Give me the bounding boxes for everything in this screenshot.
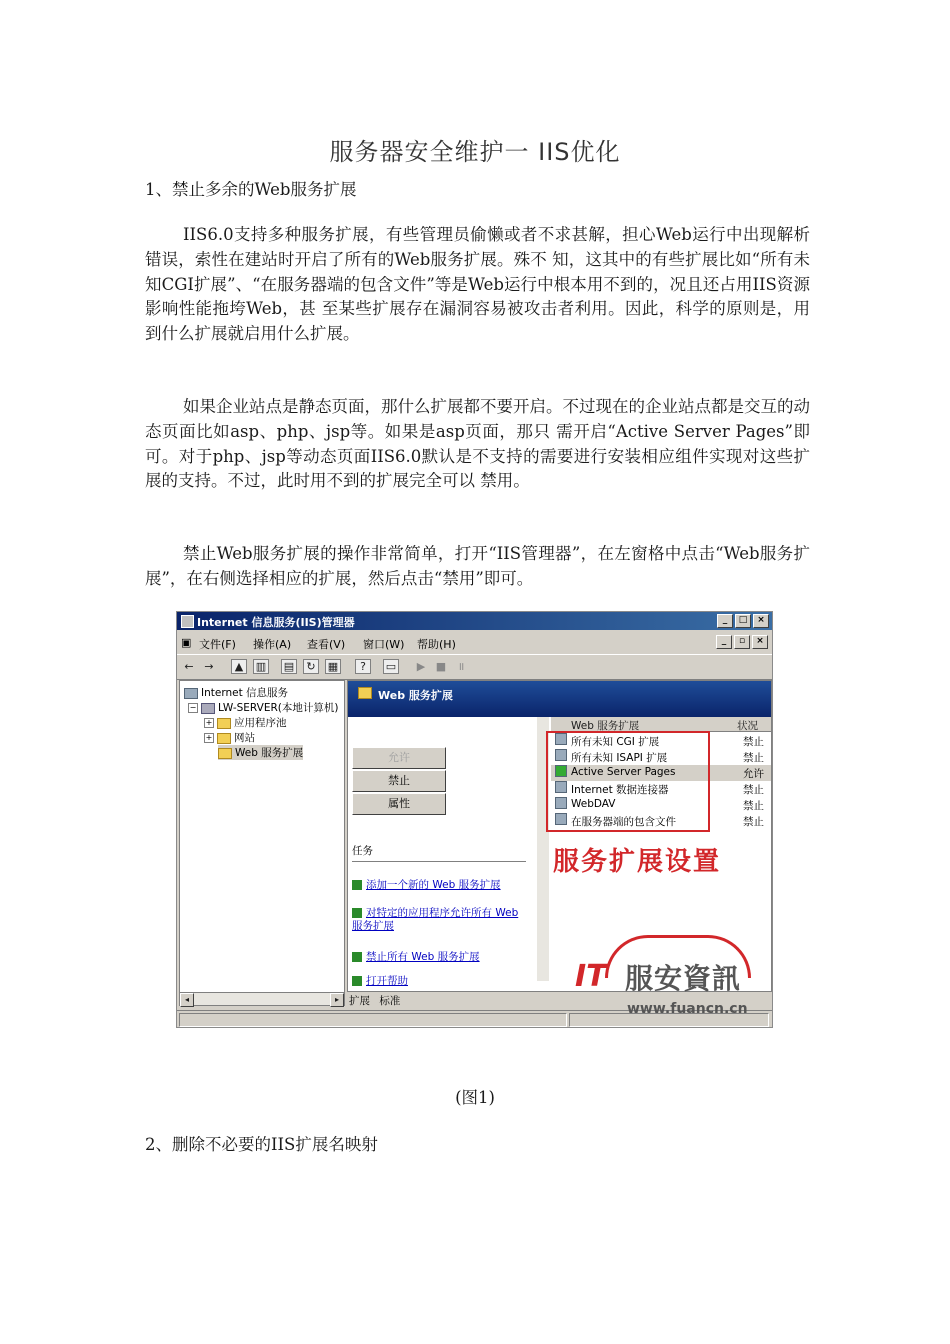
child-restore-icon[interactable]: ▫ (734, 635, 750, 649)
scroll-left-icon[interactable]: ◂ (180, 993, 194, 1007)
computer-icon[interactable]: ▭ (383, 659, 399, 674)
task-arrow-icon (352, 952, 362, 962)
iis-manager-screenshot (176, 611, 773, 1028)
task-arrow-icon (352, 976, 362, 986)
task-allow-for-app[interactable]: 对特定的应用程序允许所有 Web 服务扩展 (352, 907, 519, 932)
allow-button[interactable]: 允许 (352, 747, 446, 769)
task-arrow-icon (352, 880, 362, 890)
help-icon[interactable]: ? (355, 659, 371, 674)
tree-horizontal-scrollbar[interactable] (179, 992, 345, 1006)
list-item[interactable]: 所有未知 CGI 扩展 禁止 (551, 733, 771, 749)
list-item[interactable]: Internet 数据连接器 禁止 (551, 781, 771, 797)
logo-brand: 服安資訊 (625, 962, 742, 995)
app-icon (181, 615, 194, 628)
properties-icon[interactable]: ▤ (281, 659, 297, 674)
tab-extended[interactable]: 扩展 (349, 995, 370, 1007)
child-minimize-icon[interactable]: _ (716, 635, 732, 649)
panel-title: Web 服务扩展 (378, 689, 453, 702)
tree-server[interactable]: − LW-SERVER(本地计算机) (189, 702, 339, 714)
expand-icon[interactable]: + (205, 718, 213, 727)
status-segment (179, 1013, 567, 1027)
properties-button[interactable]: 属性 (352, 793, 446, 815)
figure-caption: (图1) (455, 1088, 495, 1107)
iis-icon (184, 688, 198, 699)
tasks-divider (352, 861, 526, 862)
menu-view[interactable]: 查看(V) (307, 638, 346, 651)
task-arrow-icon (352, 908, 362, 918)
menu-file[interactable]: 文件(F) (199, 638, 236, 651)
child-close-icon[interactable]: × (752, 635, 768, 649)
panel-header (348, 681, 771, 717)
list-item[interactable]: Active Server Pages 允许 (551, 765, 771, 781)
window-titlebar (177, 612, 772, 630)
refresh-icon[interactable]: ↻ (303, 659, 319, 674)
list-item[interactable]: 所有未知 ISAPI 扩展 禁止 (551, 749, 771, 765)
tasks-label: 任务 (352, 845, 373, 857)
close-icon[interactable]: × (753, 614, 769, 628)
view-tabs (349, 993, 400, 1008)
highlight-box (546, 731, 710, 832)
tree-pane (179, 680, 345, 994)
menu-help[interactable]: 帮助(H) (417, 638, 456, 651)
tree-root[interactable]: Internet 信息服务 (184, 685, 288, 700)
tree-item-websites[interactable]: + 网站 (205, 732, 255, 744)
column-header-name[interactable]: Web 服务扩展 (571, 720, 640, 732)
task-prohibit-all[interactable]: 禁止所有 Web 服务扩展 (352, 951, 522, 964)
maximize-icon[interactable]: □ (735, 614, 751, 628)
list-item[interactable]: WebDAV 禁止 (551, 797, 771, 813)
paragraph-2: 如果企业站点是静态页面，那什么扩展都不要开启。不过现在的企业站点都是交互的动态页面比如asp、php、jsp等。如果是asp页面，那只 需开启“Active Server Pages”即可。对于php、jsp等动态页面IIS6.0默认是不支持的需要进行安装相应组件实现对这些扩展的支持。不过，此时用不到的扩展完全可以 禁用。 (145, 397, 810, 491)
overlay-annotation: 服务扩展设置 (553, 847, 722, 877)
task-add-extension[interactable]: 添加一个新的 Web 服务扩展 (352, 879, 522, 892)
logo-url: www.fuancn.cn (627, 1001, 748, 1017)
folder-icon (358, 687, 372, 699)
paragraph-1: IIS6.0支持多种服务扩展，有些管理员偷懒或者不求甚解，担心Web运行中出现解析错误，索性在建站时开启了所有的Web服务扩展。殊不 知，这其中的有些扩展比如“所有未知CGI扩展”、“在服务器端的包含文件”等是Web运行中根本用不到的，况且还占用IIS资源影响性能拖垮Web，甚 至某些扩展存在漏洞容易被攻击者利用。因此，科学的原则是，用到什么扩展就启用什么扩展。 (145, 225, 810, 344)
forward-icon[interactable]: → (204, 660, 214, 673)
window-title: Internet 信息服务(IIS)管理器 (197, 616, 355, 629)
watermark-logo (575, 957, 765, 1027)
list-header (551, 717, 771, 732)
folder-icon (218, 748, 232, 759)
list-item[interactable]: 在服务器端的包含文件 禁止 (551, 813, 771, 829)
server-icon (201, 703, 215, 714)
expand-icon[interactable]: + (205, 733, 213, 742)
tree-item-web-service-extensions[interactable]: Web 服务扩展 (218, 745, 303, 760)
stop-icon[interactable]: ■ (435, 660, 447, 673)
paragraph-3: 禁止Web服务扩展的操作非常简单，打开“IIS管理器”，在左窗格中点击“Web服务扩展”，在右侧选择相应的扩展，然后点击“禁用”即可。 (145, 544, 810, 588)
back-icon[interactable]: ← (184, 660, 194, 673)
folder-icon (217, 718, 231, 729)
pause-icon[interactable]: ॥ (457, 660, 465, 673)
menu-window[interactable]: 窗口(W) (363, 638, 405, 651)
scroll-right-icon[interactable]: ▸ (330, 993, 344, 1007)
section-heading-1: 1、禁止多余的Web服务扩展 (145, 180, 357, 199)
tab-standard[interactable]: 标准 (379, 995, 401, 1007)
minimize-icon[interactable]: _ (717, 614, 733, 628)
task-open-help[interactable]: 打开帮助 (352, 975, 522, 987)
mmc-icon: ▣ (181, 636, 192, 649)
export-icon[interactable]: ▦ (325, 659, 341, 674)
play-icon[interactable]: ▶ (416, 660, 426, 673)
logo-it: IT (575, 959, 607, 994)
menu-bar (177, 632, 772, 652)
toolbar (177, 654, 772, 680)
page-title: 服务器安全维护一 IIS优化 (329, 138, 621, 166)
folder-icon (217, 733, 231, 744)
menu-action[interactable]: 操作(A) (253, 638, 292, 651)
show-hide-tree-icon[interactable]: ▥ (253, 659, 269, 674)
up-icon[interactable]: ▲ (231, 659, 247, 674)
tree-item-app-pools[interactable]: + 应用程序池 (205, 717, 287, 729)
column-header-status[interactable]: 状况 (737, 720, 758, 732)
section-heading-2: 2、删除不必要的IIS扩展名映射 (145, 1135, 378, 1154)
prohibit-button[interactable]: 禁止 (352, 770, 446, 792)
collapse-icon[interactable]: − (189, 703, 197, 712)
